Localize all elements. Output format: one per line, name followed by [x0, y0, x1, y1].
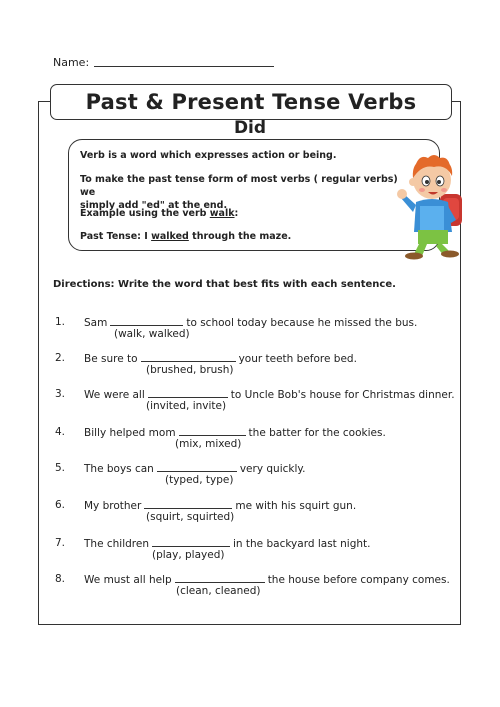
- answer-options: (play, played): [152, 549, 225, 561]
- past-verb: walked: [151, 231, 189, 242]
- page-title: Past & Present Tense Verbs: [85, 90, 417, 114]
- answer-options: (brushed, brush): [146, 364, 234, 376]
- question-number: 8.: [55, 573, 66, 585]
- question-number: 3.: [55, 388, 66, 400]
- question-sentence: [84, 388, 455, 401]
- verb-definition: Verb is a word which expresses action or being.: [80, 150, 337, 161]
- example-suffix: :: [234, 208, 239, 219]
- answer-blank[interactable]: [110, 316, 183, 326]
- sentence-start: The children: [84, 538, 149, 550]
- question-number: 4.: [55, 426, 66, 438]
- directions: Directions: Write the word that best fits with each sentence.: [53, 279, 396, 290]
- answer-options: (mix, mixed): [175, 438, 242, 450]
- sentence-end: to school today because he missed the bus.: [186, 317, 418, 329]
- answer-blank[interactable]: [144, 499, 232, 509]
- sentence-end: in the backyard last night.: [233, 538, 371, 550]
- schoolboy-illustration: [396, 150, 468, 260]
- page-subtitle: Did: [233, 118, 267, 138]
- question-number: 7.: [55, 537, 66, 549]
- answer-blank[interactable]: [179, 426, 246, 436]
- answer-blank[interactable]: [152, 537, 230, 547]
- example-line: [80, 207, 238, 220]
- rule-line-1: To make the past tense form of most verbs ( regular verbs) we: [80, 174, 398, 198]
- answer-options: (clean, cleaned): [176, 585, 261, 597]
- question-number: 2.: [55, 352, 66, 364]
- question-number: 5.: [55, 462, 66, 474]
- sentence-start: Sam: [84, 317, 108, 329]
- answer-blank[interactable]: [157, 462, 237, 472]
- sentence-end: your teeth before bed.: [238, 353, 357, 365]
- answer-options: (squirt, squirted): [146, 511, 235, 523]
- past-prefix: Past Tense: I: [80, 231, 152, 242]
- answer-blank[interactable]: [175, 573, 265, 583]
- rule-line-2: simply add "ed" at the end.: [80, 200, 228, 211]
- sentence-end: to Uncle Bob's house for Christmas dinner.: [230, 389, 455, 401]
- sentence-end: the batter for the cookies.: [248, 427, 386, 439]
- answer-options: (invited, invite): [146, 400, 227, 412]
- answer-blank[interactable]: [148, 388, 228, 398]
- past-suffix: through the maze.: [188, 231, 292, 242]
- sentence-start: Be sure to: [84, 353, 138, 365]
- sentence-end: the house before company comes.: [267, 574, 450, 586]
- sentence-end: me with his squirt gun.: [235, 500, 357, 512]
- name-blank-line[interactable]: [94, 66, 274, 67]
- title-banner: [50, 84, 452, 120]
- name-label: Name:: [53, 56, 90, 69]
- question-number: 6.: [55, 499, 66, 511]
- question-sentence: [84, 573, 450, 586]
- past-tense-line: [80, 230, 291, 243]
- answer-blank[interactable]: [141, 352, 236, 362]
- example-prefix: Example using the verb: [80, 208, 210, 219]
- answer-options: (typed, type): [165, 474, 234, 486]
- question-sentence: [84, 537, 370, 550]
- sentence-start: The boys can: [84, 463, 154, 475]
- sentence-start: My brother: [84, 500, 142, 512]
- sentence-start: We were all: [84, 389, 145, 401]
- example-verb: walk: [209, 208, 235, 219]
- sentence-start: We must all help: [84, 574, 172, 586]
- answer-options: (walk, walked): [114, 328, 190, 340]
- question-number: 1.: [55, 316, 66, 328]
- sentence-start: Billy helped mom: [84, 427, 176, 439]
- sentence-end: very quickly.: [239, 463, 306, 475]
